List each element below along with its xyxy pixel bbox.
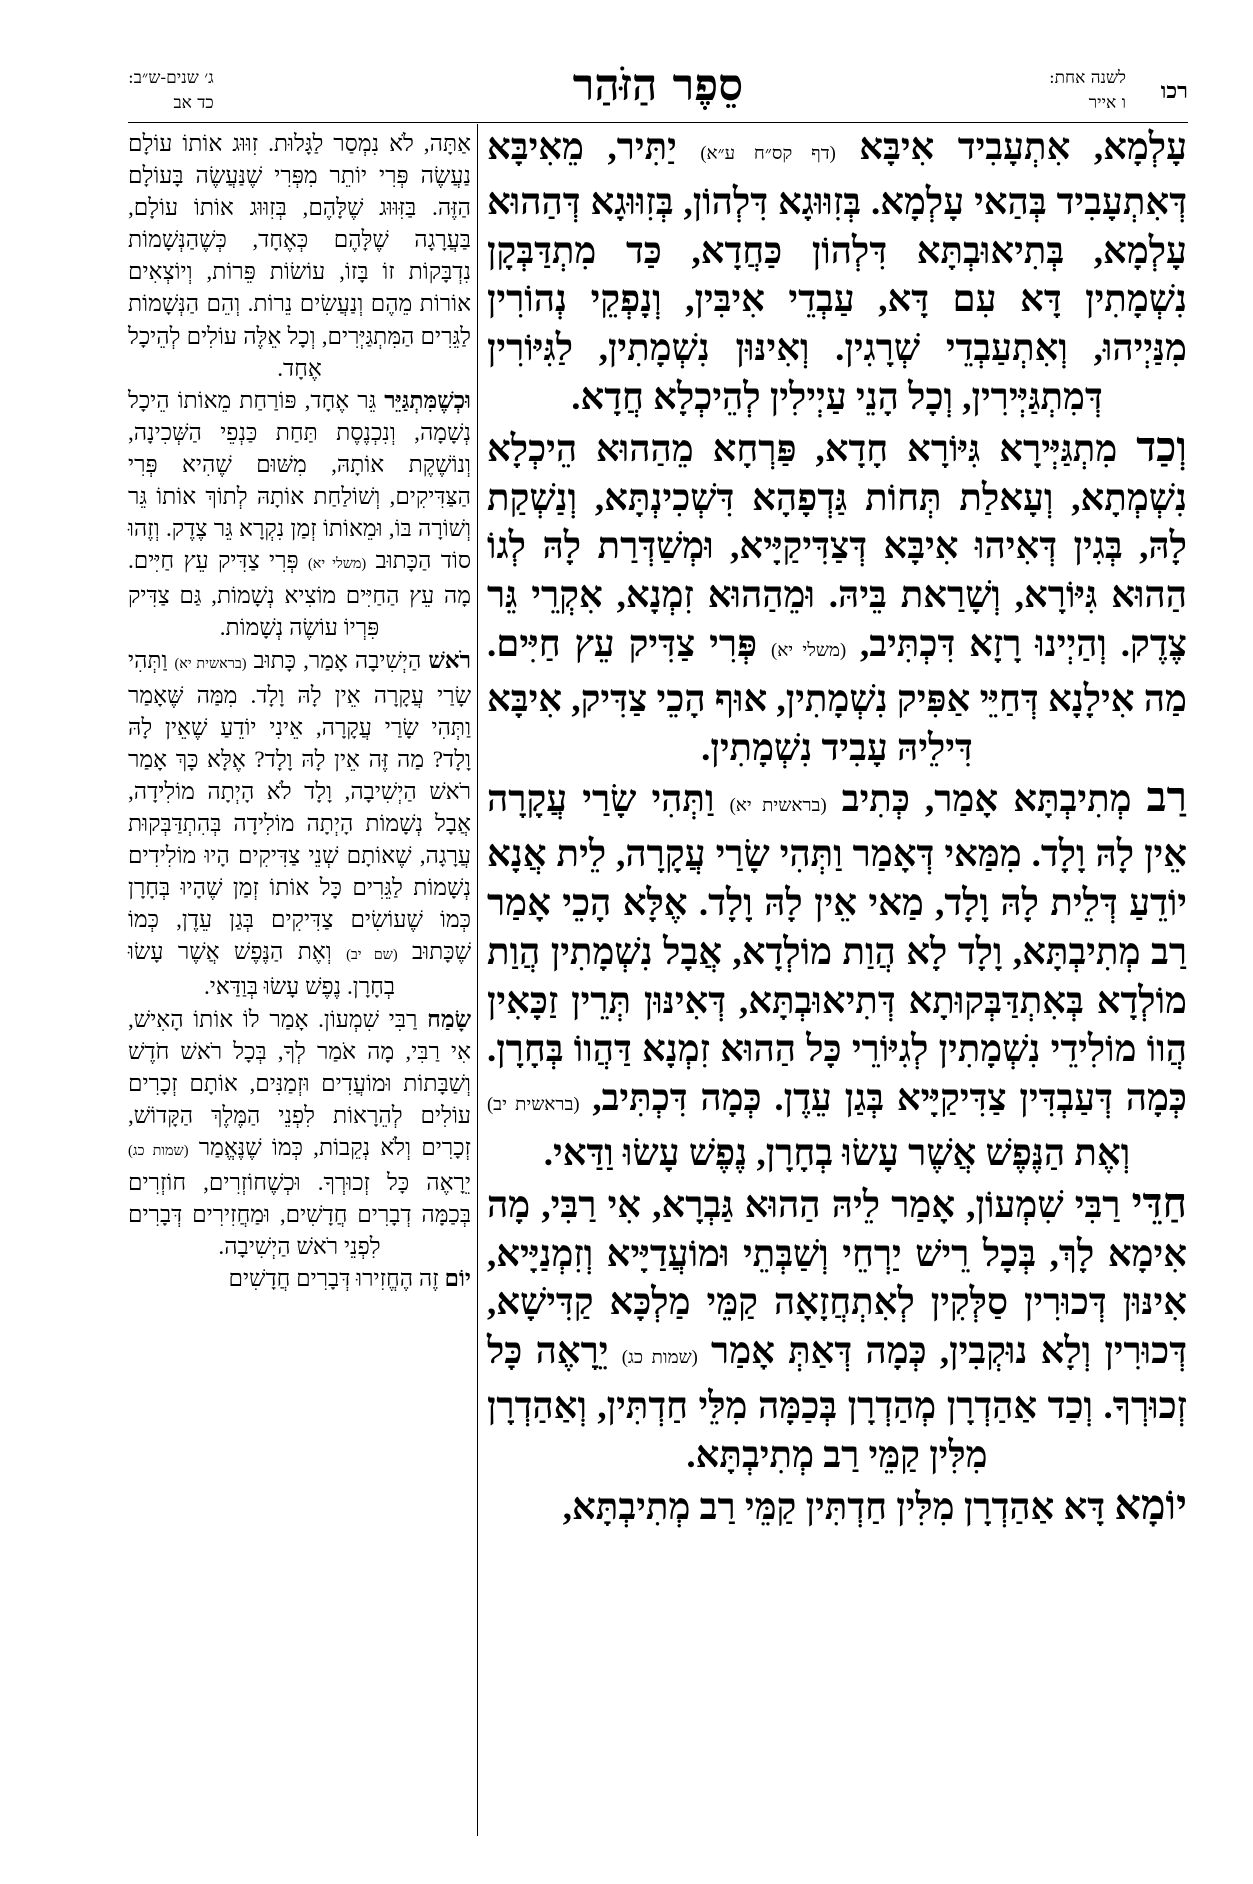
side-paragraph-5 [128, 1263, 471, 1295]
main-text-column [487, 124, 1187, 1532]
side-p3-text-a: הַיְשִׁיבָה אָמַר, כָּתוּב [253, 647, 422, 674]
header-left-line2: כד אב [173, 93, 214, 113]
header-divider [128, 122, 1188, 123]
side-paragraph-4 [128, 1004, 471, 1264]
main-p2-ref: (משלי יא) [771, 640, 847, 661]
column-divider [477, 124, 478, 1836]
main-p3-ref2: (בראשית יב) [487, 1095, 580, 1116]
side-p3-ref2: (שם יב) [346, 947, 398, 964]
side-p4-ref: (שמות כג) [128, 1142, 189, 1159]
header-right-line1: לשנה אחת: [1048, 68, 1126, 88]
side-p5-text-a: זֶה הֶחֱזִירוּ דְּבָרִים חֲדָשִׁים [228, 1266, 439, 1293]
header-left-label [128, 66, 214, 116]
side-p2-ref: (משלי יא) [307, 556, 367, 573]
main-paragraph-2 [487, 423, 1187, 774]
side-p1-text-a: אַתָּה, לֹא נִמְסַר לַגָּלוּת. זִוּוּג אוֹתוֹ עוֹלָם נַעֲשֶׂה פְּרִי יוֹתֵר מִפְּרִי שֶׁנַּעֲשֶׂה בָּעוֹלָם הַזֶּה. בַּזִּוּוּג שֶׁלָּהֶם, בְּזִוּוּג אוֹתוֹ עוֹלָם, בַּעֲרָגָה שֶׁלָּהֶם כְּאֶחָד, כְּשֶׁהַנְּשָׁמוֹת נִדְבָּקוֹת זוֹ בָּזוֹ, עוֹשׂוֹת פֵּרוֹת, וְיוֹצְאִים אוֹרוֹת מֵהֶם וְנַעֲשִׂים נֵרוֹת. וְהֵם הַנְּשָׁמוֹת לַגֵּרִים הַמִּתְגַּיְּרִים, וְכָל אֵלֶּה עוֹלִים לְהֵיכָל אֶחָד. [128, 131, 471, 382]
main-p3-text-b: וַתְּהִי שָׂרַי עֲקָרָה אֵין לָהּ וָלָד. מִמַּאי דְּאָמַר וַתְּהִי שָׂרַי עֲקָרָה, לֵית אֲנָא יוֹדֵעַ דְּלֵית לָהּ וָלָד, מַאי אֵין לָהּ וָלָד. אֶלָּא הָכֵי אָמַר רַב מְתִיבְתָּא, וָלָד לָא הֲוַת מוֹלְדָא, אֲבָל נִשְׁמָתִין הֲוַת מוֹלְדָא בְּאִתְדַּבְּקוּתָא דְּתִיאוּבְתָּא, דְּאִינּוּן תְּרֵין זַכָּאִין הֲווֹ מוֹלִידֵי נִשְׁמָתִין לְגִיּוֹרֵי כָּל הַהוּא זִמְנָא דַּהֲווֹ בְּחָרָן. כְּמָה דְּעַבְדִּין צַדִּיקַיָּיא בְּגַן עֵדֶן. כְּמָה דִּכְתִּיב, [487, 779, 1187, 1120]
side-p3-text-b: וַתְּהִי שָׂרַי עֲקָרָה אֵין לָהּ וָלָד. מִמַּה שֶּׁאָמַר וַתְּהִי שָׂרַי עֲקָרָה, אֵינִי יוֹדֵעַ שֶׁאֵין לָהּ וָלָד? מַה זֶּה אֵין לָהּ וָלָד? אֶלָּא כָּךְ אָמַר רֹאשׁ הַיְשִׁיבָה, וָלָד לֹא הָיְתָה מוֹלִידָה, אֲבָל נְשָׁמוֹת הָיְתָה מוֹלִידָה בְּהִתְדַּבְּקוּת עֲרָגָה, שֶׁאוֹתָם שְׁנֵי צַדִּיקִים הָיוּ מוֹלִידִים נְשָׁמוֹת לַגֵּרִים כָּל אוֹתוֹ זְמַן שֶׁהָיוּ בְּחָרָן כְּמוֹ שֶׁעוֹשִׂים צַדִּיקִים בְּגַן עֵדֶן, כְּמוֹ שֶׁכָּתוּב [128, 647, 471, 966]
main-p5-text-a: דָּא אַהַדְרָן מִלִּין חַדְתִּין קַמֵּי רַב מְתִיבְתָּא, [562, 1486, 1106, 1528]
side-p2-opener: וּכְשֶׁמִּתְגַּיֵּר [384, 387, 471, 414]
main-p3-opener: רַב [1146, 774, 1187, 821]
side-paragraph-1 [128, 128, 471, 385]
side-p4-text-a: רַבִּי שִׁמְעוֹן. אָמַר לוֹ אוֹתוֹ הָאִישׁ, אִי רַבִּי, מָה אֹמַר לְךָ, בְּכָל רֹאשׁ חֹדֶשׁ וְשַׁבָּתוֹת וּמוֹעֲדִים וּזְמַנִּים, אוֹתָם זְכָרִים עוֹלִים לְהֵרָאוֹת לִפְנֵי הַמֶּלֶךְ הַקָּדוֹשׁ, זְכָרִים וְלֹא נְקֵבוֹת, כְּמוֹ שֶׁנֶּאֱמַר [128, 1006, 471, 1161]
main-p4-opener: חַדֵּי [1131, 1179, 1187, 1226]
main-p4-text-a: רַבִּי שִׁמְעוֹן, אָמַר לֵיהּ הַהוּא גַּבְרָא, אִי רַבִּי, מָה אִימָא לָךְ, בְּכָל רֵישׁ יַרְחֵי וְשַׁבְּתֵי וּמוֹעֲדַיָּיא וְזִמְנַיָּיא, אִינּוּן דְּכוּרִין סַלְּקִין לְאִתְחֲזָאָה קַמֵּי מַלְכָּא קַדִּישָׁא, דְּכוּרִין וְלָא נוּקְבִין, כְּמָה דְּאַתְּ אָמַר [487, 1184, 1188, 1373]
side-p4-opener: שָׂמַח [427, 1006, 472, 1033]
main-p2-text-b: פְּרִי צַדִּיק עֵץ חַיִּים. מַה אִילָנָא דְּחַיֵּי אַפִּיק נִשְׁמָתִין, אוּף הָכֵי צַדִּיק, אִיבָּא דִּילֵיהּ עָבִיד נִשְׁמָתִין. [487, 623, 1187, 769]
main-p2-text-a: מִתְגַּיְּירָא גִּיּוֹרָא חָדָא, פַּרְחָא מֵהַהוּא הֵיכְלָא נִשְׁמְתָא, וְעָאלַת תְּחוֹת גַּדְפָהָא דִּשְׁכִינְתָּא, וְנַשְׁקַת לָהּ, בְּגִין דְּאִיהוּ אִיבָּא דְּצַדִּיקַיָּיא, וּמְשַׁדְּרַת לָהּ לְגוֹ הַהוּא גִּיּוֹרָא, וְשָׁרַאת בֵּיהּ. וּמֵהַהוּא זִמְנָא, אִקְרֵי גֵּר צֶדֶק. וְהַיְינוּ רָזָא דִּכְתִּיב, [487, 428, 1187, 665]
book-title: סֵפֶר הַזֹּהַר [572, 60, 744, 111]
main-p1-text-b: יַתִּיר, מֵאִיבָּא דְּאִתְעָבִיד בְּהַאי עָלְמָא. בְּזִוּוּגָא דִּלְהוֹן, בְּזִוּוּגָא דְּהַהוּא עָלְמָא, בְּתִיאוּבְתָּא דִּלְהוֹן כַּחֲדָא, כַּד מִתְדַּבְּקָן נִשְׁמָתִין דָּא עִם דָּא, עַבְדֵי אִיבִּין, וְנָפְקֵי נְהוֹרִין מִנַּיְיהוּ, וְאִתְעַבְדֵי שְׁרָגִין. וְאִינּוּן נִשְׁמָתִין, לַגִּיּוֹרִין דְּמִתְגַּיְּירִין, וְכָל הָנֵי עַיְילִין לְהֵיכְלָא חֲדָא. [487, 127, 1187, 418]
main-p1-text-a: עָלְמָא, אִתְעָבִיד אִיבָּא [859, 127, 1188, 168]
header-right-label [1049, 66, 1126, 116]
side-paragraph-2 [128, 385, 471, 645]
main-p3-text-a: מְתִיבְתָּא אָמַר, כְּתִיב [841, 779, 1132, 821]
header-right-line2: ו אייר [1088, 93, 1126, 113]
main-p2-opener: וְכַד [1136, 423, 1187, 470]
translation-column [128, 128, 471, 1295]
side-p3-text-c: וְאֶת הַנֶּפֶשׁ אֲשֶׁר עָשׂוּ בְחָרָן. נֶפֶשׁ עָשׂוּ בְּוַדַּאי. [128, 939, 395, 1001]
main-p5-opener: יוֹמָא [1114, 1481, 1187, 1528]
side-p3-opener: רֹאשׁ [428, 647, 472, 674]
side-p3-ref: (בראשית יא) [174, 655, 247, 672]
page-header [128, 60, 1188, 124]
main-paragraph-1 [487, 124, 1187, 423]
main-p3-text-c: וְאֶת הַנֶּפֶשׁ אֲשֶׁר עָשׂוּ בְחָרָן, נֶפֶשׁ עָשׂוּ וַדַּאי. [543, 1132, 1131, 1174]
side-p5-opener: יוֹם [444, 1266, 471, 1293]
main-paragraph-4 [487, 1179, 1187, 1481]
side-p2-text-a: גֵּר אֶחָד, פּוֹרַחַת מֵאוֹתוֹ הֵיכָל נְשָׁמָה, וְנִכְנֶסֶת תַּחַת כַּנְפֵי הַשְּׁכִינָה, וְנוֹשֶׁקֶת אוֹתָהּ, מִשּׁוּם שֶׁהִיא פְּרִי הַצַּדִּיקִים, וְשׁוֹלַחַת אוֹתָהּ לְתוֹךְ אוֹתוֹ גֵּר וְשׁוֹרָה בּוֹ, וּמֵאוֹתוֹ זְמַן נִקְרָא גֵּר צֶדֶק. וְזֶהוּ סוֹד הַכָּתוּב [128, 387, 472, 575]
page-number: רכו [1160, 78, 1188, 104]
main-p1-ref: (דף קס״ח ע״א) [700, 144, 836, 164]
main-p4-ref: (שמות כג) [621, 1348, 698, 1369]
side-p2-text-b: פְּרִי צַדִּיק עֵץ חַיִּים. מָה עֵץ הַחַיִּים מוֹצִיא נְשָׁמוֹת, גַּם צַדִּיק פִּרְיוֹ עוֹשֶׂה נְשָׁמוֹת. [128, 548, 471, 642]
main-p3-ref: (בראשית יא) [729, 796, 827, 817]
header-left-line1: ג׳ שנים-ש״ב: [128, 68, 214, 88]
main-p4-text-b: יֵרָאֶה כָּל זְכוּרְךָ. וְכַד אַהַדְרָן מְהַדְרָן בְּכַמָּה מִלֵּי חַדְתִּין, וְאַהַדְרָן מִלִּין קַמֵּי רַב מְתִיבְתָּא. [487, 1331, 1187, 1476]
side-p4-text-b: יֵרָאֶה כָּל זְכוּרְךָ. וּכְשֶׁחוֹזְרִים, חוֹזְרִים בְּכַמָּה דְבָרִים חֲדָשִׁים, וּמַחֲזִירִים דְּבָרִים לִפְנֵי רֹאשׁ הַיְשִׁיבָה. [128, 1170, 471, 1261]
side-paragraph-3 [128, 645, 471, 1004]
main-paragraph-3 [487, 773, 1187, 1178]
main-paragraph-5 [487, 1481, 1187, 1533]
